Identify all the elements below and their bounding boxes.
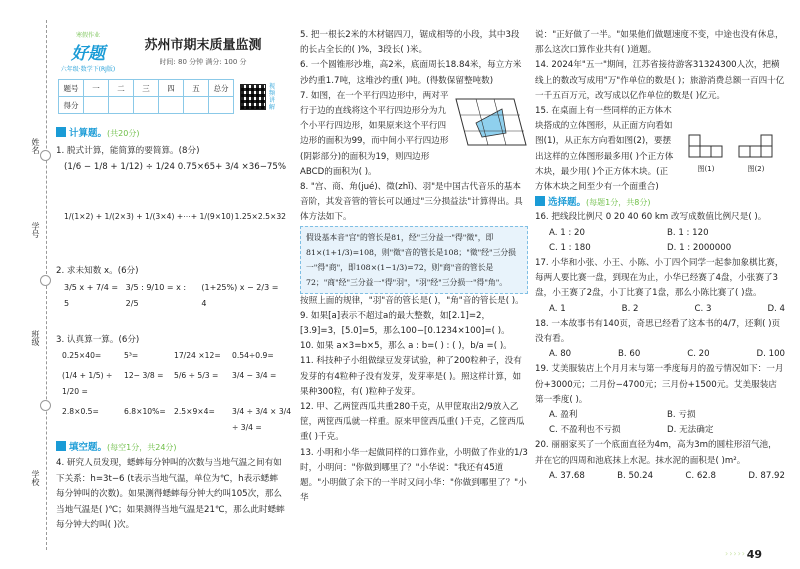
option[interactable]: C. 3 — [694, 303, 712, 314]
binding-hole — [40, 275, 51, 286]
option[interactable]: C. 1 : 180 — [549, 242, 591, 253]
q3-item: 5/6 ÷ 5/3 = — [174, 370, 219, 380]
class-label: 班级 — [31, 330, 40, 346]
qr-code[interactable] — [240, 84, 266, 110]
section-choice: 选择题。(每题1分，共8分) — [535, 195, 785, 210]
question-18: 18. 一本故事书有140页，奇思已经看了这本书的4/7，还剩( )页没有看。 — [535, 318, 781, 345]
question-19: 19. 艾美服装店上个月月末与第一季度每月的盈亏情况如下：一月份+3000元；二月份−4700元；三月份+1500元。艾美服装店第一季度( )。 — [535, 364, 784, 405]
option[interactable]: B. 2 — [621, 303, 639, 314]
q3-item: 3/4 ÷ 3/4 × 3/4 ÷ 3/4 = — [232, 406, 292, 432]
option[interactable]: B. 1 : 120 — [667, 227, 709, 238]
question-7: 7. 如图，在一个平行四边形中，两对平行于边的直线将这个平行四边形分为九个小平行四边形，如果原来这个平行四边形的面积为99，而中间小平行四边形(阴影部分)的面积为19，则四边形ABCD的面积为( )。 — [300, 90, 449, 177]
score-cell: 得分 — [59, 97, 84, 114]
score-cell: 总分 — [209, 80, 234, 97]
option[interactable]: A. 盈利 — [549, 410, 578, 421]
score-cell: 二 — [109, 80, 134, 97]
q3-item: 2.8×0.5= — [62, 406, 99, 416]
student-id-label: 学号 — [31, 222, 40, 238]
question-3: 3. 认真算一算。(6分) — [56, 334, 140, 345]
score-cell[interactable] — [84, 97, 109, 114]
school-label: 学校 — [31, 470, 40, 486]
logo-badge: 寒假作业 — [75, 32, 100, 39]
figure-1-label: 图(1) — [697, 165, 715, 174]
question-11: 11. 科技种子小组做绿豆发芽试验，种了200粒种子，没有发芽的有4粒种子没有发芽，发芽率是( )。照这样计算，如果种300粒，有( )粒种子发芽。 — [300, 356, 522, 397]
q1-item: 1/(1×2) + 1/(2×3) + 1/(3×4) +⋯+ 1/(9×10) — [64, 212, 234, 221]
page-title: 苏州市期末质量监测 — [144, 38, 262, 53]
option[interactable]: B. 50.24 — [617, 470, 654, 481]
question-6: 6. 一个圆锥形沙堆，高2米，底面周长18.84米，每立方米沙约重1.7吨，这堆沙约重( )吨。(得数保留整吨数) — [300, 60, 522, 86]
binding-hole — [40, 400, 51, 411]
grade-label: 六年级·数学下(RJ版) — [60, 66, 116, 73]
score-cell[interactable] — [109, 97, 134, 114]
section-calculation: 计算题。(共20分) — [56, 126, 286, 143]
option[interactable]: A. 1 — [549, 303, 566, 314]
score-cell: 题号 — [59, 80, 84, 97]
option[interactable]: C. 62.8 — [685, 470, 716, 481]
q3-item: 0.25×40= — [62, 351, 102, 360]
method-hint-box: 假设基本音"宫"的管长是81，经"三分益一"得"徵"，即81×(1+1/3)=108，则"徵"音的管长是108；"徵"经"三分损一"得"商"，即108×(1−1/3)=72，则"商"音的管长是72；"商"经"三分益一"得"羽"，"羽"经"三分损一"得"角"。 — [300, 226, 528, 294]
column-3 — [535, 28, 785, 484]
option[interactable]: C. 不盈利也不亏损 — [549, 425, 621, 436]
column-1 — [56, 126, 292, 534]
option[interactable]: D. 无法确定 — [667, 425, 714, 436]
question-9: 9. 如果[a]表示不超过a的最大整数，如[2.1]=2，[3.9]=3，[5.0]=5，那么100−[0.1234×100]=( )。 — [300, 310, 510, 337]
question-13-cont: 说："正好做了一半。"如果他们做题速度不变，中途也没有休息，那么这次口算作业共有( )道题。 — [535, 30, 784, 56]
option[interactable]: A. 37.68 — [549, 470, 585, 481]
question-1: 1. 脱式计算，能简算的要简算。(8分) — [56, 145, 200, 156]
question-12: 12. 甲、乙两筐西瓜共重280千克，从甲筐取出2/9放入乙筐，两筐西瓜就一样重。原来甲筐西瓜重( )千克，乙筐西瓜重( )千克。 — [300, 402, 525, 443]
q2-item: (1+25%) x − 2/3 = 4 — [201, 282, 279, 308]
q3-item: 12− 3/8 = — [124, 370, 164, 380]
section-fill-blank: 填空题。(每空1分，共24分) — [56, 440, 286, 457]
question-16: 16. 把线段比例尺 0 20 40 60 km 改写成数值比例尺是( )。 — [535, 212, 767, 223]
question-14: 14. 2024年"五一"期间，江苏省接待游客31324300人次，把横线上的数改写成用"万"作单位的数是( )；旅游消费总额一百四十亿一千五百万元，改写成以亿作单位的数是( )亿元。 — [535, 60, 785, 101]
exam-header — [58, 30, 288, 114]
option[interactable]: D. 4 — [767, 303, 785, 314]
binding-hole — [40, 150, 51, 161]
question-13: 13. 小明和小华一起做同样的口算作业，小明做了作业的1/3时，小明问："你做到哪里了？"小华说："我还有45道题。"小明做了余下的一半时又问小华："你做到哪里了？"小华 — [300, 447, 528, 504]
question-15: 15. 在桌面上有一些同样的正方体木块搭成的立体图形，从正面方向看如图(1)，从正东方向看如图(2)，要摆出这样的立体图形最多用( )个正方体木块，最少用( )个正方体木块。(正方体木块之间至少有一个面重合) — [535, 106, 674, 193]
option[interactable]: B. 60 — [618, 349, 641, 360]
q1-item: 0.75×65+ 3/4 ×36−75% — [177, 162, 286, 172]
brand-logo — [58, 30, 118, 73]
option[interactable]: A. 1 : 20 — [549, 227, 585, 238]
exam-meta: 时间: 80 分钟 满分: 100 分 — [159, 58, 247, 66]
score-cell[interactable] — [134, 97, 159, 114]
question-8-answer: 按照上面的规律，"羽"音的管长是( )，"角"音的管长是( )。 — [300, 295, 524, 306]
q3-item: (1/4 + 1/5) ÷ 1/20 = — [62, 370, 113, 396]
section-badge — [56, 441, 66, 451]
q2-item: 3/5 x + 7/4 = 5 — [64, 282, 119, 308]
cube-figures — [681, 134, 781, 174]
score-cell: 五 — [184, 80, 209, 97]
question-17: 17. 小华和小张、小王、小陈、小丁四个同学一起参加象棋比赛，每两人要比赛一盘，到现在为止，小华已经赛了4盘，小张赛了3盘，小王赛了2盘，小丁比赛了1盘，那么小陈比赛了( )盘。 — [535, 258, 784, 299]
parallelogram-figure — [454, 95, 528, 151]
q3-item: 2.5×9×4= — [174, 406, 215, 416]
score-cell: 三 — [134, 80, 159, 97]
section-badge — [535, 196, 545, 206]
cube-view-front — [688, 134, 724, 158]
q3-item: 5³= — [124, 351, 139, 360]
option[interactable]: D. 100 — [756, 349, 785, 360]
q1-item: 1.25×2.5×32 — [234, 212, 286, 221]
section-badge — [56, 127, 66, 137]
score-cell[interactable] — [159, 97, 184, 114]
name-label: 姓名 — [31, 138, 40, 154]
page-number: 49 — [746, 548, 762, 561]
score-cell[interactable] — [209, 97, 234, 114]
q3-grid — [56, 348, 292, 437]
option[interactable]: C. 20 — [687, 349, 710, 360]
question-20: 20. 丽丽家买了一个底面直径为4m，高为3m的圆柱形沼气池，并在它的四周和池底抹上水泥。抹水泥的面积是( )m²。 — [535, 440, 777, 466]
option[interactable]: A. 80 — [549, 349, 572, 360]
q2-item: 3/5 : 9/10 = x : 2/5 — [125, 282, 187, 308]
binding-margin — [0, 0, 52, 569]
score-cell[interactable] — [184, 97, 209, 114]
q3-item: 3/4 − 3/4 = — [232, 370, 277, 380]
option[interactable]: D. 1 : 2000000 — [667, 242, 732, 253]
brand-name: 好题 — [71, 44, 105, 64]
column-2 — [300, 28, 528, 506]
page-decoration: ››››› — [725, 549, 746, 558]
score-table — [58, 79, 234, 114]
q3-item: 6.8×10%= — [124, 406, 166, 416]
option[interactable]: D. 87.92 — [748, 470, 785, 481]
q3-item: 0.54÷0.9= — [232, 351, 274, 360]
option[interactable]: B. 亏损 — [667, 410, 696, 421]
figure-2-label: 图(2) — [747, 165, 765, 174]
q3-item: 17/24 ×12= — [174, 351, 221, 360]
question-8: 8. "宫、商、角(jué)、徵(zhǐ)、羽"是中国古代音乐的基本音阶，其发音管的管长可以通过"三分损益法"计算得出。具体方法如下。 — [300, 182, 523, 223]
question-5: 5. 把一根长2米的木材锯四刀，锯成相等的小段，其中3段的长占全长的( )%，3段长( )米。 — [300, 30, 520, 56]
q1-item: (1/6 − 1/8 + 1/12) ÷ 1/24 — [64, 162, 175, 172]
question-2: 2. 求未知数 x。(6分) — [56, 266, 139, 276]
qr-label: 视频讲解 — [269, 82, 276, 111]
question-4: 4. 研究人员发现，蟋蟀每分钟叫的次数与当地气温之间有如下关系：h=3t−6 (t表示当地气温，单位为℃，h表示蟋蟀每分钟叫的次数)。如果测得蟋蟀每分钟大约叫105次，那么当地气温是( )℃；如果测得当地气温是21℃，那么此时蟋蟀每分钟大约叫( )次。 — [56, 458, 285, 530]
question-10: 10. 如果 a×3=b×5，那么 a : b=( ) : ( )，b/a =( )。 — [300, 341, 512, 352]
cube-view-east — [738, 134, 774, 158]
score-cell: 一 — [84, 80, 109, 97]
score-cell: 四 — [159, 80, 184, 97]
